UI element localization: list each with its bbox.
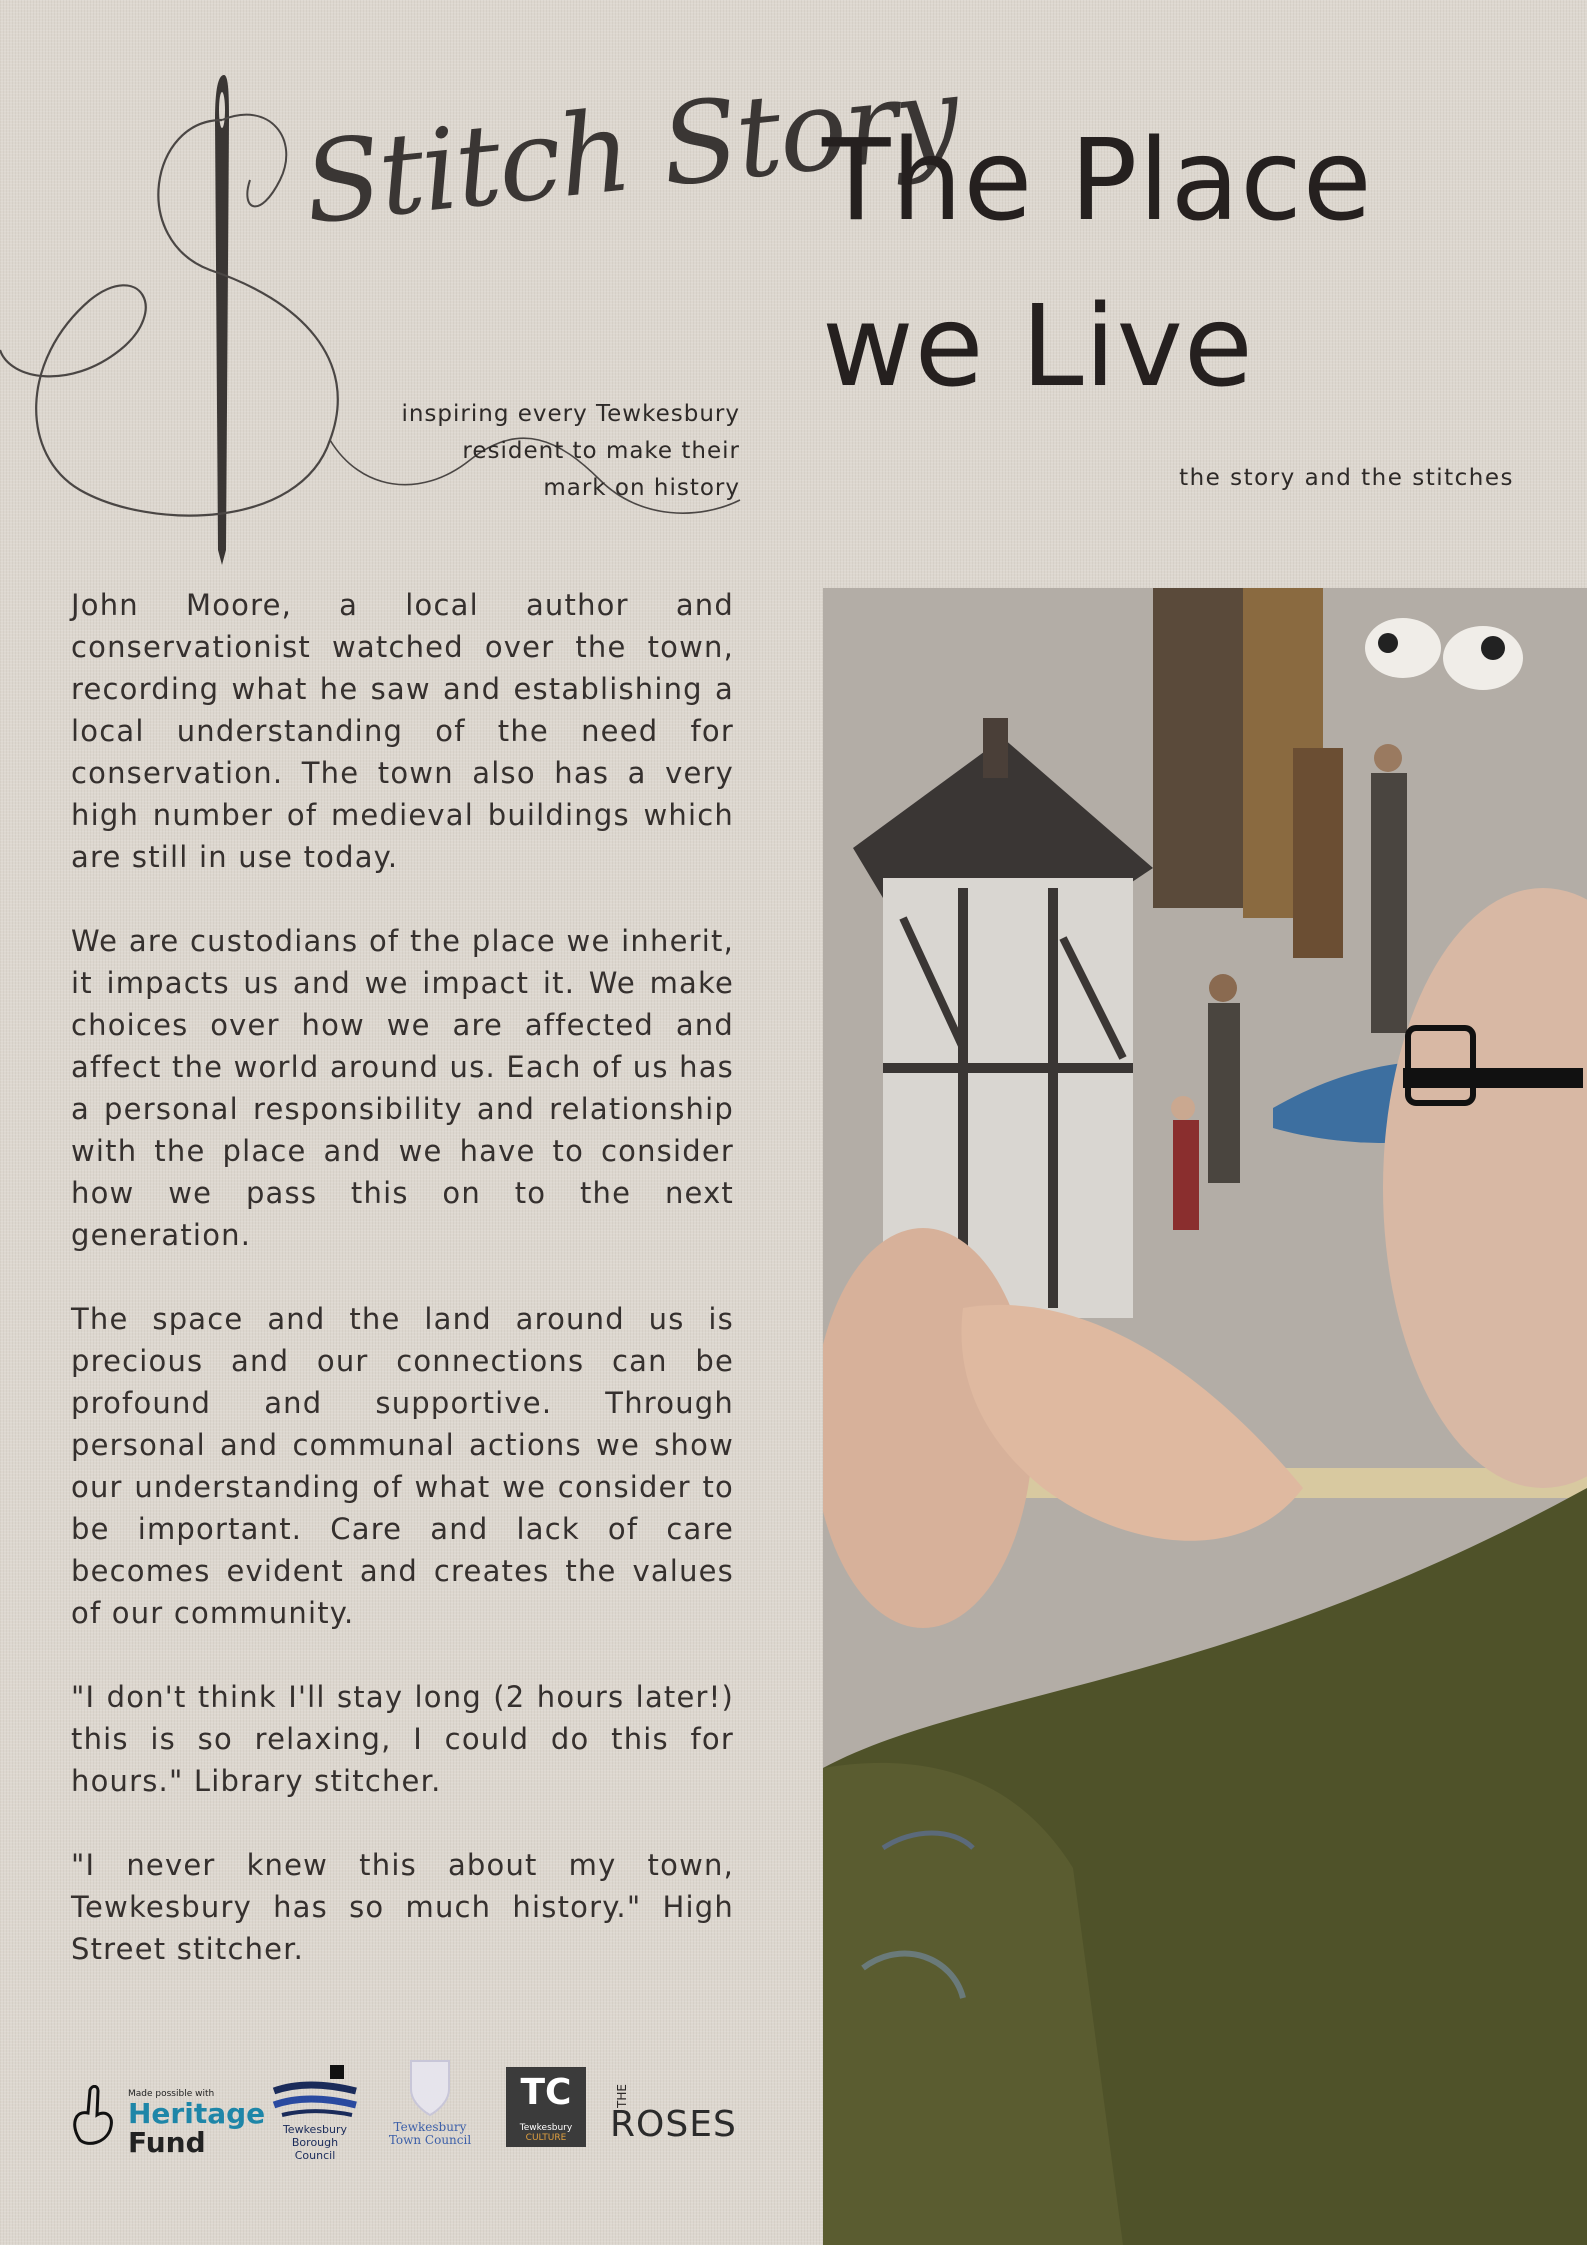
- body-paragraph: The space and the land around us is precious and our connections can be profound and supportive. Through personal and communal actions we show our understanding of what we consider to be important. Care and lack of care becomes evident and creates the values of our community.: [71, 1302, 734, 1630]
- tagline: [370, 396, 740, 507]
- photo-illustration: [823, 588, 1587, 2245]
- quote-paragraph: "I don't think I'll stay long (2 hours later!) this is so relaxing, I could do this for hours." Library stitcher.: [71, 1680, 734, 1798]
- tagline-line: inspiring every Tewkesbury: [401, 401, 740, 427]
- borough-crest-icon: [272, 2063, 358, 2123]
- page-subtitle: the story and the stitches: [1179, 465, 1514, 491]
- heritage-fund-logo: [70, 2055, 266, 2159]
- borough-council-line1: Tewkesbury: [282, 2123, 348, 2136]
- brand-wordmark: Stitch Story: [298, 51, 964, 250]
- culture-caption: [506, 2123, 586, 2143]
- tewkesbury-borough-council-logo: [270, 2055, 360, 2162]
- tewkesbury-culture-box: [506, 2067, 586, 2147]
- body-paragraph: We are custodians of the place we inherit, it impacts us and we impact it. We make choices over how we are affected and affect the world around us. Each of us has a personal responsibility and relationship with the place and we have to consider how we pass this on to the next generation.: [71, 924, 734, 1252]
- crossed-fingers-icon: [70, 2085, 120, 2145]
- quote-paragraph: "I never knew this about my town, Tewkesbury has so much history." High Street stitcher.: [71, 1848, 734, 1966]
- culture-line1: Tewkesbury: [519, 2123, 573, 2133]
- page-title: [822, 98, 1373, 430]
- tagline-line: resident to make their: [462, 438, 740, 464]
- borough-council-line2: Borough Council: [291, 2136, 339, 2162]
- roses-name: ROSES: [610, 2104, 737, 2145]
- heritage-fund-small: Made possible with: [128, 2089, 215, 2099]
- heritage-fund-line2: Fund: [128, 2126, 206, 2159]
- town-council-line1: Tewkesbury: [393, 2120, 467, 2134]
- tewkesbury-town-council-logo: [385, 2055, 475, 2155]
- sponsor-logos: [70, 2055, 760, 2162]
- stitching-photo: [823, 588, 1587, 2245]
- town-crest-icon: [407, 2055, 453, 2119]
- page-title-line-2: we Live: [822, 282, 1254, 412]
- tagline-line: mark on history: [543, 475, 740, 501]
- culture-initials: TC: [520, 2072, 572, 2113]
- page-title-line-1: The Place: [822, 116, 1373, 246]
- culture-line2: CULTURE: [525, 2133, 567, 2143]
- roses-prefix: THE: [614, 2083, 629, 2108]
- heritage-fund-line1: Heritage: [128, 2097, 266, 2130]
- body-paragraph: John Moore, a local author and conservationist watched over the town, recording what he saw and establishing a local understanding of the need for conservation. The town also has a very high number of medieval buildings which are still in use today.: [71, 588, 734, 874]
- body-text: [71, 584, 734, 2012]
- tewkesbury-culture-logo: [506, 2055, 586, 2155]
- town-council-line2: Town Council: [388, 2133, 472, 2147]
- the-roses-logo: [610, 2085, 760, 2185]
